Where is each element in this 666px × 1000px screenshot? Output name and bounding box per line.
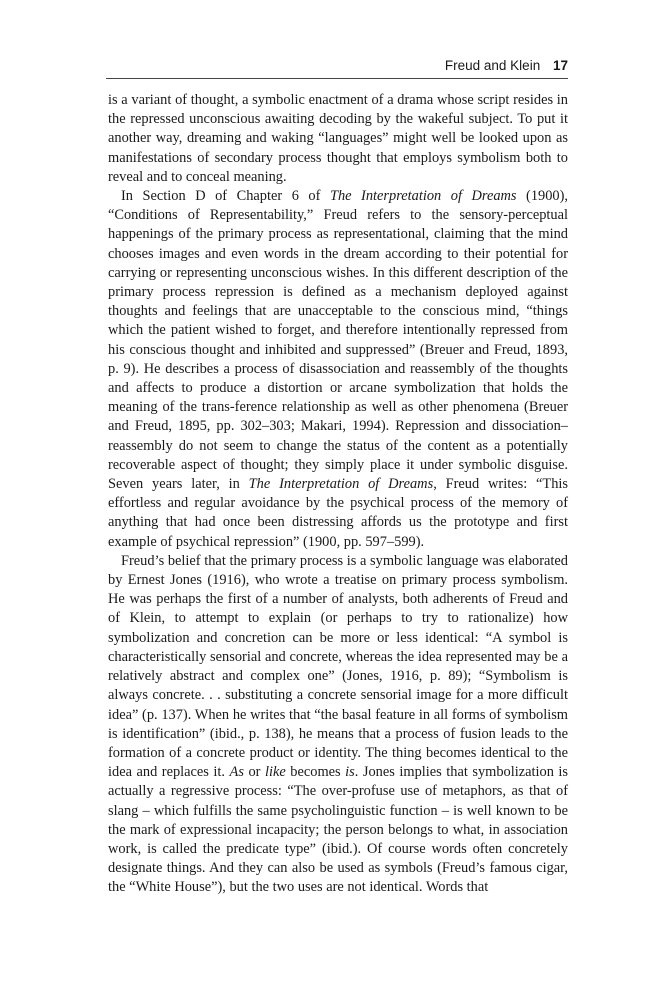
- italic-text: As: [229, 764, 244, 781]
- paragraph: [108, 187, 568, 552]
- text-run: Freud’s belief that the primary process is a symbolic language was elaborated by Ernest Jones (1916), who wrote a treatise on primary process symbolism. He was perhaps the first of a number of analysts, both adherents of Freud and of Klein, to attempt to explain (or perhaps to try to rationalize) how symbolization and concretion can be more or less identical: “A symbol is characteristically sensorial and concrete, whereas the idea represented may be a relatively abstract and complex one” (Jones, 1916, p. 89); “Symbolism is always concrete. . . substituting a concrete sensorial image for a more difficult idea” (p. 137). When he writes that “the basal feature in all forms of symbolism is identification” (ibid., p. 138), he means that a process of fusion leads to the formation of a concrete product or identity. The thing becomes identical to the idea and replaces it.: [108, 552, 568, 781]
- paragraph: [108, 552, 568, 898]
- text-run: or: [243, 764, 265, 781]
- text-run: is a variant of thought, a symbolic enactment of a drama whose script resides in the repressed unconscious awaiting decoding by the wakeful subject. To put it another way, dreaming and waking “languages” might well be looked upon as manifestations of secondary process thought that employs symbolism both to reveal and to conceal meaning.: [108, 92, 568, 185]
- italic-text: like: [264, 764, 286, 781]
- text-run: becomes: [285, 764, 346, 781]
- text-run: In Section D of Chapter 6 of: [121, 188, 330, 205]
- running-title: Freud and Klein: [444, 58, 541, 73]
- body-text: [108, 91, 568, 898]
- italic-text: is: [345, 764, 355, 781]
- paragraph: [108, 91, 568, 187]
- text-run: , Freud writes: “This effortless and regular avoidance by the psychical process of the memory of anything that had once been distressing affords us the prototype and first example of psychical repression” (1900, pp. 597–599).: [108, 476, 569, 550]
- text-run: (1900), “Conditions of Representability,” Freud refers to the sensory-perceptual happenings of the primary process as representational, claiming that the mind chooses images and even words in the dream according to their potential for carrying or representing unconscious wishes. In this different description of the primary process repression is defined as a mechanism deployed against thoughts and feelings that are unacceptable to the conscious mind, “things which the patient wished to forget, and therefore intentionally repressed from his conscious thought and inhibited and suppressed” (Breuer and Freud, 1893, p. 9). He describes a process of disassociation and reassembly of the thoughts and affects to produce a distortion or arcane symbolization that holds the meaning of the trans-ference relationship as well as other phenomena (Breuer and Freud, 1895, pp. 302–303; Makari, 1994). Repression and dissociation–reassembly do not seem to change the status of the content as a potentially recoverable aspect of thought; they simply place it under symbolic disguise. Seven years later, in: [108, 188, 569, 493]
- page-number: 17: [552, 58, 568, 73]
- text-run: . Jones implies that symbolization is actually a regressive process: “The over-profuse use of metaphors, as that of slang – which fulfills the same psycholinguistic function – is well known to be the mark of expressional incapacity; the person belongs to what, in association work, is called the predicate type” (ibid.). Of course words often concretely designate things. And they can also be used as symbols (Freud’s famous cigar, the “White House”), but the two uses are not identical. Words that: [108, 764, 569, 896]
- italic-text: The Interpretation of Dreams: [329, 188, 517, 205]
- italic-text: The Interpretation of Dreams: [248, 476, 434, 493]
- running-head: [106, 56, 568, 79]
